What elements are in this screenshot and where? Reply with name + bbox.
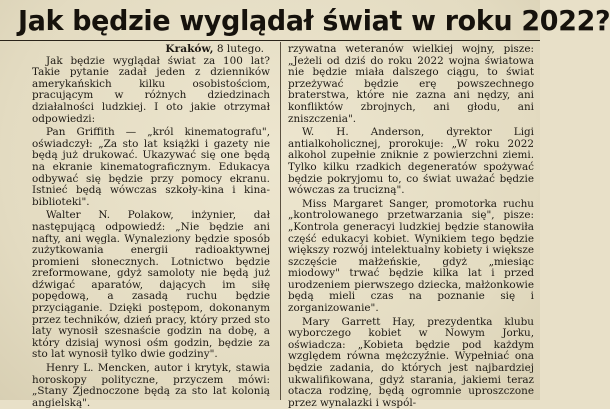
paragraph-sanger: Miss Margaret Sanger, promotorka ruchu „kontrolowanego przetwarzania się", pisze: „Kontrola generacyi ludzkiej będzie stanowiła część edukacyi kobiet. Wynikiem tego będzie większy rozwój intelektualny kobiety i większe szczęście małżeńskie, gdyż „miesiąc miodowy" trwać będzie kilka lat i przed urodzeniem pierwszego dziecka, małżonkowie będą mieli czas na poznanie się i zorganizowanie". <box>288 197 534 315</box>
article-headline: Jak będzie wyglądał świat w roku 2022? <box>18 4 610 37</box>
paragraph-veterans: rzywatna weteranów wielkiej wojny, pisze: „Jeżeli od dziś do roku 2022 wojna światowa nie będzie miała dalszego ciągu, to świat przeżywać będzie erę powszechnego braterstwa, które nie zazna ani nędzy, ani konfliktów zbrojnych, ani głodu, ani zniszczenia". <box>288 43 534 125</box>
left-column <box>32 44 270 409</box>
paragraph-anderson: W. H. Anderson, dyrektor Ligi antialkoholicznej, prorokuje: „W roku 2022 alkohol zupełnie zniknie z powierzchni ziemi. Tylko kilku rzadkich degeneratów spożywać będzie pokryjomu to, co świat uważać będzie wówczas za trucizną". <box>288 126 534 197</box>
dateline-date: 8 lutego. <box>216 43 264 55</box>
paragraph-polakow: Walter N. Polakow, inżynier, dał następującą odpowiedź: „Nie będzie ani nafty, ani węgla. Wynaleziony będzie sposób zużytkowania energii radioaktywnej promieni słonecznych. Lotnictwo będzie zreformowane, gdyż samoloty nie będą już dźwigać aparatów, dających im siłę popędową, a zasadą ruchu będzie przyciąganie. Dzięki postępom, dokonanym przez techników, dzień pracy, który przed sto laty wynosił szesnaście godzin na dobę, a który dzisiaj wynosi ośm godzin, będzie za sto lat wynosił tylko dwie godziny". <box>32 209 270 361</box>
paragraph-griffith: Pan Griffith — „król kinematografu", oświadczył: „Za sto lat książki i gazety nie będą już drukować. Ukazywać się one będą na ekranie kinematograficznym. Edukacya odbywać się będzie przy pomocy ekranu. Istnieć będą wówczas szkoły-kina i kina-biblioteki". <box>32 126 270 208</box>
headline-rule <box>0 40 540 41</box>
right-column <box>288 44 534 409</box>
paragraph-hay: Mary Garrett Hay, prezydentka klubu wyborczego kobiet w Nowym Jorku, oświadcza: „Kobieta będzie pod każdym względem równa mężczyźnie. Wypełniać ona będzie zadania, do których jest najbardziej ukwalifikowana, gdyż starania, jakiemi teraz otacza rodzinę, będą ogromnie uproszczone przez wynalazki i wspól- <box>288 315 534 409</box>
dateline <box>32 44 264 56</box>
column-divider <box>280 42 281 400</box>
paragraph-intro: Jak będzie wyglądał świat za 100 lat? Takie pytanie zadał jeden z dzienników amerykańskich kilku osobistościom, pracującym w różnych dziedzinach działalności ludzkiej. I oto jakie otrzymał odpowiedzi: <box>32 54 270 125</box>
dateline-city: Kraków, <box>165 43 214 55</box>
paragraph-mencken: Henry L. Mencken, autor i krytyk, stawia horoskopy polityczne, przyczem mówi: „Stany Zjednoczone będą za sto lat kolonią angielską". <box>32 362 270 409</box>
